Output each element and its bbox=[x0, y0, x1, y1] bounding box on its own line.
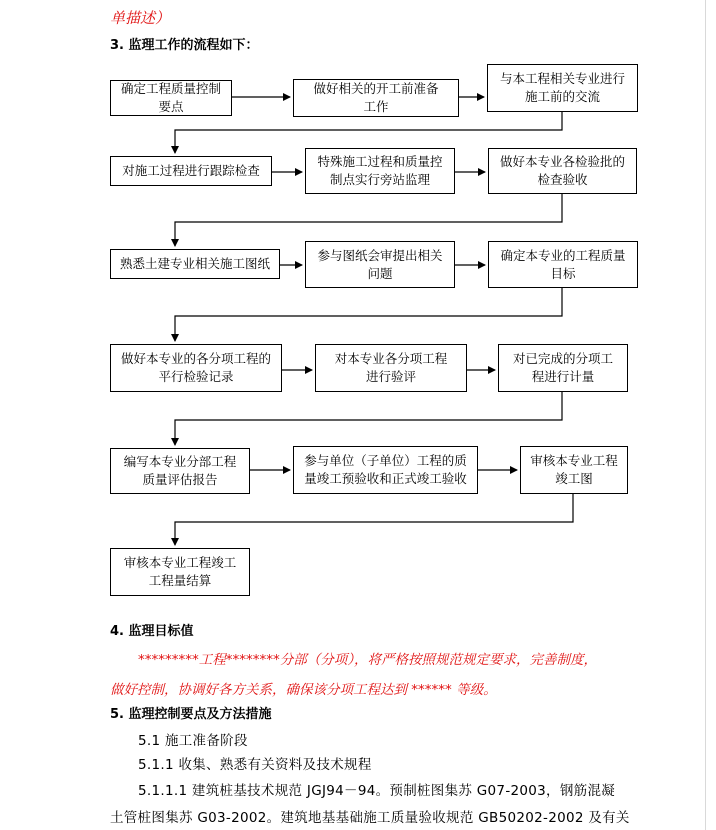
flow-node-5: 特殊施工过程和质量控 制点实行旁站监理 bbox=[305, 148, 455, 194]
subsection-5-1-1: 5.1.1 收集、熟悉有关资料及技术规程 bbox=[138, 757, 372, 773]
flow-node-13: 编写本专业分部工程 质量评估报告 bbox=[110, 448, 250, 494]
flow-node-15: 审核本专业工程 竣工图 bbox=[520, 446, 628, 494]
paragraph-line-2: 土管桩图集苏 G03-2002。建筑地基基础施工质量验收规范 GB50202-2002 及有关 bbox=[110, 810, 630, 826]
section-5-title: 5. 监理控制要点及方法措施 bbox=[110, 707, 272, 722]
arrow-r4-to-r5 bbox=[175, 392, 562, 445]
top-fragment: 单描述） bbox=[110, 9, 171, 27]
flow-node-2: 做好相关的开工前准备 工作 bbox=[293, 79, 459, 117]
target-line-1: *********工程********分部（分项），将严格按照规范规定要求，完善制度， bbox=[138, 652, 597, 668]
flow-node-3: 与本工程相关专业进行 施工前的交流 bbox=[487, 64, 638, 112]
arrow-r1-to-r2 bbox=[175, 112, 562, 153]
section-4-title: 4. 监理目标值 bbox=[110, 624, 194, 639]
paragraph-line-1: 5.1.1.1 建筑桩基技术规范 JGJ94－94。预制桩图集苏 G07-2003，钢筋混凝 bbox=[138, 783, 616, 799]
flow-node-11: 对本专业各分项工程 进行验评 bbox=[315, 344, 467, 392]
flow-node-1: 确定工程质量控制 要点 bbox=[110, 80, 232, 116]
arrow-r2-to-r3 bbox=[175, 194, 562, 246]
target-line-2: 做好控制，协调好各方关系，确保该分项工程达到 ****** 等级。 bbox=[110, 682, 497, 698]
arrow-r5-to-r6 bbox=[175, 494, 573, 545]
flow-node-4: 对施工过程进行跟踪检查 bbox=[110, 156, 272, 186]
flow-node-7: 熟悉土建专业相关施工图纸 bbox=[110, 249, 280, 279]
flow-node-16: 审核本专业工程竣工 工程量结算 bbox=[110, 548, 250, 596]
flow-node-9: 确定本专业的工程质量 目标 bbox=[488, 241, 638, 288]
flow-node-12: 对已完成的分项工 程进行计量 bbox=[498, 344, 628, 392]
flow-node-14: 参与单位（子单位）工程的质 量竣工预验收和正式竣工验收 bbox=[293, 446, 478, 494]
flow-node-10: 做好本专业的各分项工程的 平行检验记录 bbox=[110, 344, 282, 392]
flow-node-6: 做好本专业各检验批的 检查验收 bbox=[488, 148, 637, 194]
subsection-5-1: 5.1 施工准备阶段 bbox=[138, 733, 248, 749]
section-3-title: 3. 监理工作的流程如下： bbox=[110, 38, 259, 53]
flow-node-8: 参与图纸会审提出相关 问题 bbox=[305, 241, 455, 288]
arrow-r3-to-r4 bbox=[175, 288, 562, 341]
